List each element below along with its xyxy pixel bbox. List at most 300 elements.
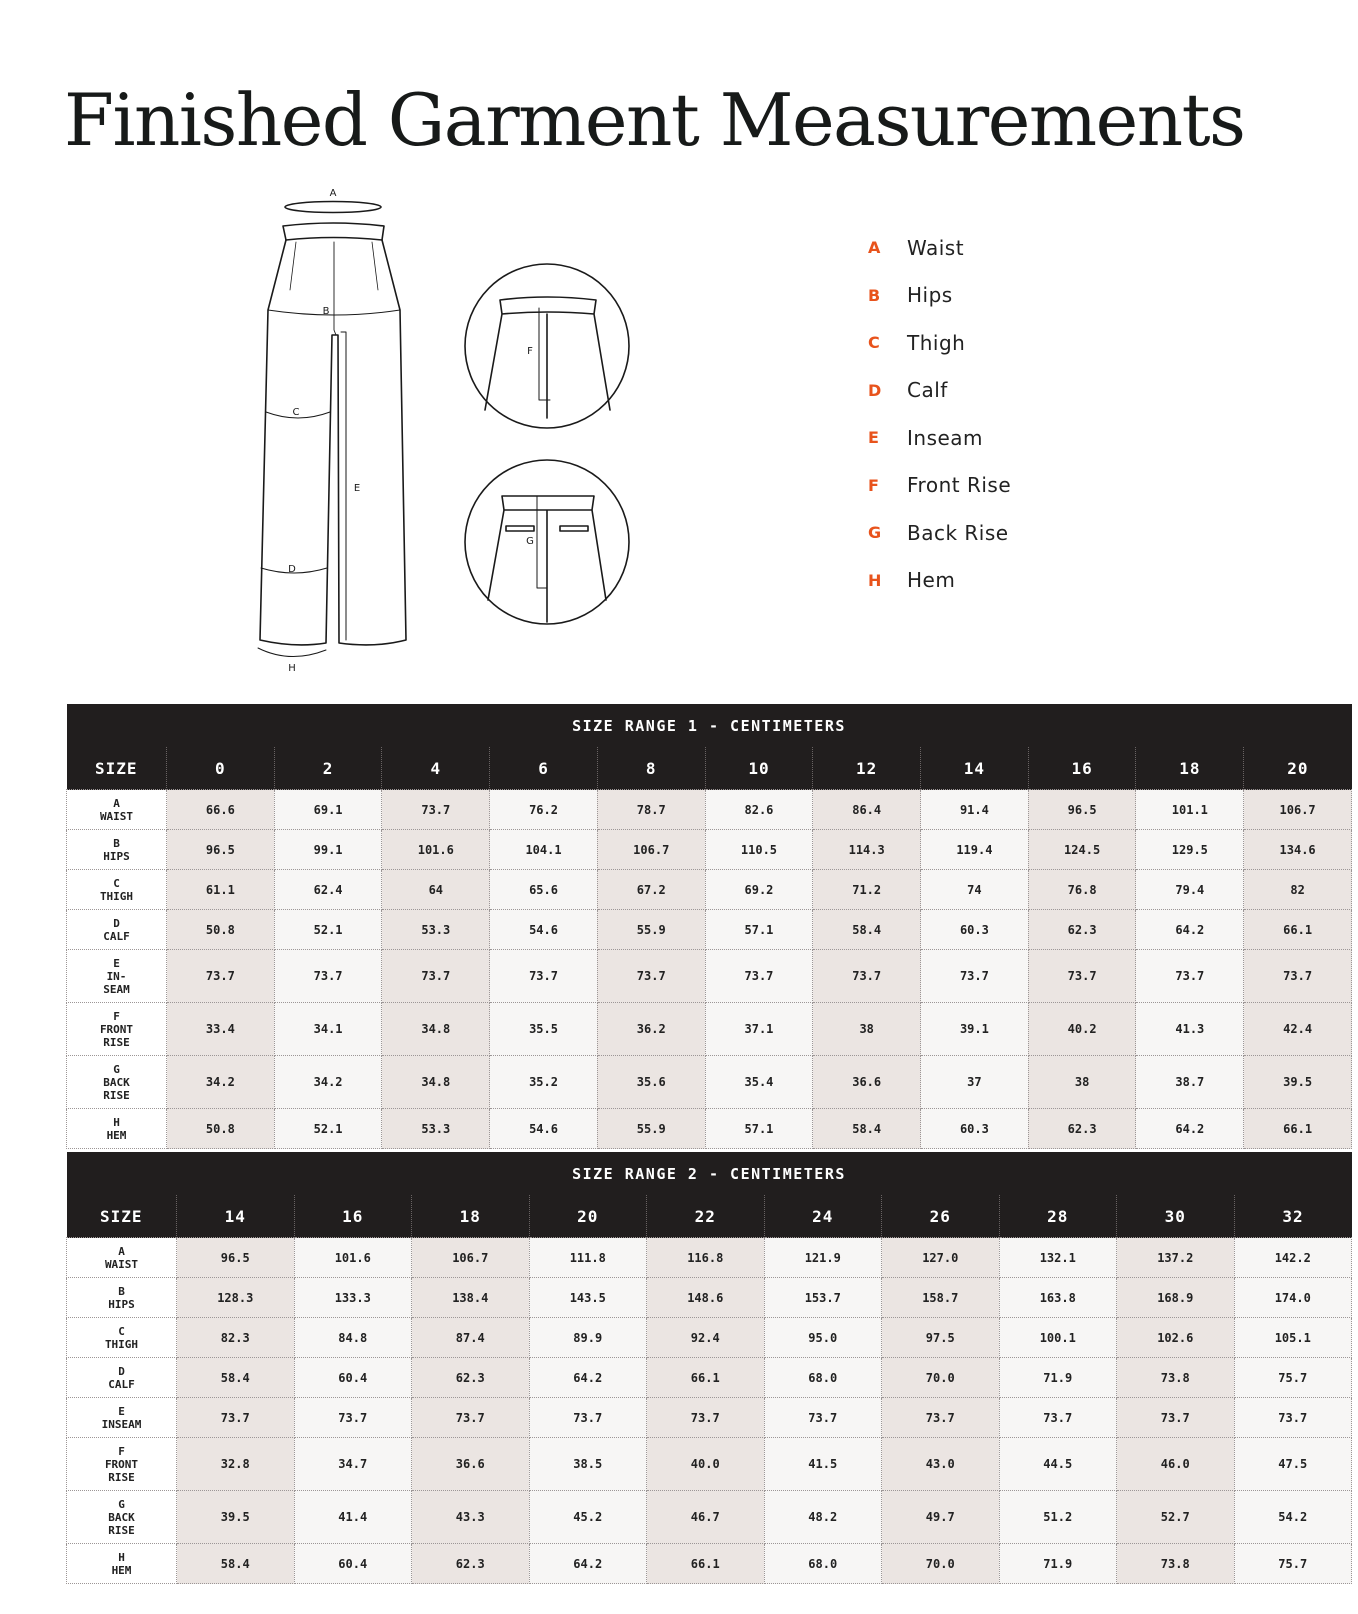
size-column-header: 18 bbox=[412, 1195, 530, 1238]
measurement-cell: 82 bbox=[1244, 870, 1352, 910]
table-row bbox=[67, 1358, 1352, 1398]
size-column-header: 20 bbox=[529, 1195, 647, 1238]
size-column-header: 32 bbox=[1234, 1195, 1352, 1238]
measurement-cell: 36.6 bbox=[412, 1438, 530, 1491]
row-label-line: G bbox=[118, 1497, 125, 1511]
row-label bbox=[67, 910, 167, 950]
measurement-cell: 54.2 bbox=[1234, 1491, 1352, 1544]
measurement-cell: 65.6 bbox=[490, 870, 598, 910]
measurement-cell: 57.1 bbox=[705, 910, 813, 950]
size-column-header: 6 bbox=[490, 747, 598, 790]
back-rise-detail-garment bbox=[488, 496, 606, 622]
measurement-cell: 64.2 bbox=[529, 1358, 647, 1398]
row-label bbox=[67, 1491, 177, 1544]
measurement-cell: 73.7 bbox=[597, 950, 705, 1003]
diagram-label-h: H bbox=[288, 663, 296, 674]
measurement-cell: 127.0 bbox=[882, 1238, 1000, 1278]
size-header: SIZE bbox=[67, 747, 167, 790]
measurement-cell: 121.9 bbox=[764, 1238, 882, 1278]
row-label bbox=[67, 1278, 177, 1318]
measurement-cell: 52.1 bbox=[274, 910, 382, 950]
measurement-cell: 82.6 bbox=[705, 790, 813, 830]
legend-label: Inseam bbox=[907, 425, 984, 450]
row-label-line: E bbox=[113, 956, 120, 970]
diagram-label-c: C bbox=[292, 407, 300, 418]
measurement-cell: 62.4 bbox=[274, 870, 382, 910]
measurement-cell: 73.7 bbox=[412, 1398, 530, 1438]
legend-item bbox=[868, 224, 1168, 272]
measurement-cell: 168.9 bbox=[1117, 1278, 1235, 1318]
row-label bbox=[67, 1544, 177, 1584]
legend-item bbox=[868, 557, 1168, 605]
measurement-cell: 132.1 bbox=[999, 1238, 1117, 1278]
measurement-cell: 34.7 bbox=[294, 1438, 412, 1491]
measurement-cell: 142.2 bbox=[1234, 1238, 1352, 1278]
table-row bbox=[67, 870, 1352, 910]
measurement-cell: 62.3 bbox=[412, 1544, 530, 1584]
table-row bbox=[67, 1003, 1352, 1056]
trouser-diagram bbox=[250, 180, 650, 690]
legend-label: Waist bbox=[907, 235, 965, 260]
measurement-cell: 35.5 bbox=[490, 1003, 598, 1056]
measurement-cell: 73.7 bbox=[1136, 950, 1244, 1003]
row-label-line: H bbox=[118, 1550, 125, 1564]
size-column-header: 22 bbox=[647, 1195, 765, 1238]
row-label bbox=[67, 1358, 177, 1398]
row-label-line: HIPS bbox=[108, 1297, 135, 1311]
measurement-cell: 66.1 bbox=[647, 1358, 765, 1398]
measurement-cell: 73.7 bbox=[382, 950, 490, 1003]
measurement-cell: 133.3 bbox=[294, 1278, 412, 1318]
measurement-cell: 174.0 bbox=[1234, 1278, 1352, 1318]
row-label-line: F bbox=[113, 1009, 120, 1023]
measurement-cell: 148.6 bbox=[647, 1278, 765, 1318]
row-label-line: INSEAM bbox=[101, 1417, 142, 1431]
measurement-cell: 84.8 bbox=[294, 1318, 412, 1358]
row-label-line: C bbox=[118, 1324, 125, 1338]
measurement-cell: 47.5 bbox=[1234, 1438, 1352, 1491]
row-label-line: FRONT bbox=[104, 1457, 139, 1471]
size-range-2-table bbox=[66, 1152, 1352, 1584]
measurement-cell: 44.5 bbox=[999, 1438, 1117, 1491]
measurement-cell: 105.1 bbox=[1234, 1318, 1352, 1358]
measurement-cell: 57.1 bbox=[705, 1109, 813, 1149]
measurement-cell: 70.0 bbox=[882, 1358, 1000, 1398]
measurement-cell: 68.0 bbox=[764, 1544, 882, 1584]
measurement-cell: 73.7 bbox=[1234, 1398, 1352, 1438]
legend-item bbox=[868, 367, 1168, 415]
measurement-cell: 106.7 bbox=[412, 1238, 530, 1278]
legend-label: Hem bbox=[907, 568, 956, 593]
row-label-line: THIGH bbox=[104, 1337, 139, 1351]
measurement-cell: 58.4 bbox=[813, 910, 921, 950]
measurement-cell: 38.5 bbox=[529, 1438, 647, 1491]
size-column-header: 10 bbox=[705, 747, 813, 790]
measurement-cell: 111.8 bbox=[529, 1238, 647, 1278]
size-column-header: 20 bbox=[1244, 747, 1352, 790]
measurement-cell: 64.2 bbox=[529, 1544, 647, 1584]
measurement-cell: 73.7 bbox=[882, 1398, 1000, 1438]
measurement-cell: 36.2 bbox=[597, 1003, 705, 1056]
row-label-line: B bbox=[118, 1284, 125, 1298]
measurement-cell: 50.8 bbox=[167, 1109, 275, 1149]
measurement-cell: 153.7 bbox=[764, 1278, 882, 1318]
measurement-cell: 58.4 bbox=[177, 1544, 295, 1584]
measurement-cell: 49.7 bbox=[882, 1491, 1000, 1544]
row-label-line: A bbox=[118, 1244, 125, 1258]
table-row bbox=[67, 1109, 1352, 1149]
measurement-cell: 69.1 bbox=[274, 790, 382, 830]
size-column-header: 16 bbox=[1028, 747, 1136, 790]
legend-item bbox=[868, 319, 1168, 367]
row-label-line: G bbox=[113, 1062, 120, 1076]
measurement-cell: 74 bbox=[921, 870, 1029, 910]
page-title: Finished Garment Measurements bbox=[64, 78, 1245, 162]
measurement-cell: 76.2 bbox=[490, 790, 598, 830]
measurement-cell: 38.7 bbox=[1136, 1056, 1244, 1109]
measurement-cell: 41.4 bbox=[294, 1491, 412, 1544]
measurement-cell: 60.4 bbox=[294, 1544, 412, 1584]
legend-letter: G bbox=[868, 523, 882, 543]
row-label-line: BACK bbox=[103, 1075, 130, 1089]
table-row bbox=[67, 1398, 1352, 1438]
measurement-cell: 66.1 bbox=[1244, 910, 1352, 950]
measurement-cell: 82.3 bbox=[177, 1318, 295, 1358]
measurement-cell: 71.9 bbox=[999, 1358, 1117, 1398]
legend-label: Hips bbox=[907, 283, 953, 308]
legend-letter: A bbox=[868, 238, 881, 258]
legend-label: Back Rise bbox=[907, 520, 1009, 545]
measurement-cell: 73.7 bbox=[1117, 1398, 1235, 1438]
legend-letter: E bbox=[868, 428, 879, 448]
table-row bbox=[67, 830, 1352, 870]
measurement-cell: 58.4 bbox=[813, 1109, 921, 1149]
measurement-cell: 39.5 bbox=[177, 1491, 295, 1544]
measurement-cell: 73.7 bbox=[167, 950, 275, 1003]
row-label-line: WAIST bbox=[104, 1257, 139, 1271]
row-label bbox=[67, 1398, 177, 1438]
measurement-cell: 124.5 bbox=[1028, 830, 1136, 870]
row-label-line: C bbox=[113, 876, 120, 890]
measurement-cell: 73.7 bbox=[813, 950, 921, 1003]
row-label-line: HIPS bbox=[103, 849, 130, 863]
row-label-line: WAIST bbox=[99, 809, 134, 823]
measurement-cell: 73.7 bbox=[382, 790, 490, 830]
measurement-cell: 110.5 bbox=[705, 830, 813, 870]
measurement-cell: 55.9 bbox=[597, 1109, 705, 1149]
table-row bbox=[67, 1544, 1352, 1584]
table-row bbox=[67, 1278, 1352, 1318]
size-column-header: 24 bbox=[764, 1195, 882, 1238]
row-label-line: RISE bbox=[108, 1470, 135, 1484]
measurement-cell: 38 bbox=[1028, 1056, 1136, 1109]
measurement-cell: 52.1 bbox=[274, 1109, 382, 1149]
measurement-cell: 41.3 bbox=[1136, 1003, 1244, 1056]
table-row bbox=[67, 1318, 1352, 1358]
row-label-line: D bbox=[113, 916, 120, 930]
legend-letter: H bbox=[868, 570, 882, 590]
measurement-cell: 97.5 bbox=[882, 1318, 1000, 1358]
legend-item bbox=[868, 462, 1168, 510]
measurement-cell: 46.7 bbox=[647, 1491, 765, 1544]
measurement-cell: 91.4 bbox=[921, 790, 1029, 830]
measurement-cell: 34.8 bbox=[382, 1056, 490, 1109]
measurement-cell: 95.0 bbox=[764, 1318, 882, 1358]
measurement-cell: 114.3 bbox=[813, 830, 921, 870]
legend-item bbox=[868, 272, 1168, 320]
inseam-measure-line bbox=[341, 332, 346, 640]
measurement-cell: 34.2 bbox=[274, 1056, 382, 1109]
measurement-cell: 60.3 bbox=[921, 910, 1029, 950]
legend-label: Thigh bbox=[907, 330, 966, 355]
measurement-cell: 163.8 bbox=[999, 1278, 1117, 1318]
measurement-cell: 73.7 bbox=[274, 950, 382, 1003]
row-label-line: F bbox=[118, 1444, 125, 1458]
measurement-cell: 34.1 bbox=[274, 1003, 382, 1056]
measurement-cell: 54.6 bbox=[490, 1109, 598, 1149]
row-label bbox=[67, 1238, 177, 1278]
table-row bbox=[67, 1056, 1352, 1109]
measurement-cell: 40.0 bbox=[647, 1438, 765, 1491]
measurement-cell: 69.2 bbox=[705, 870, 813, 910]
measurement-cell: 73.7 bbox=[1028, 950, 1136, 1003]
measurement-cell: 71.9 bbox=[999, 1544, 1117, 1584]
row-label-line: H bbox=[113, 1115, 120, 1129]
measurement-cell: 100.1 bbox=[999, 1318, 1117, 1358]
size-column-header: 28 bbox=[999, 1195, 1117, 1238]
measurement-cell: 134.6 bbox=[1244, 830, 1352, 870]
size-column-header: 4 bbox=[382, 747, 490, 790]
measurement-cell: 129.5 bbox=[1136, 830, 1244, 870]
row-label bbox=[67, 1109, 167, 1149]
measurement-cell: 73.8 bbox=[1117, 1544, 1235, 1584]
size-column-header: 14 bbox=[921, 747, 1029, 790]
size-column-header: 18 bbox=[1136, 747, 1244, 790]
hem-measure-arc bbox=[258, 648, 326, 657]
measurement-cell: 50.8 bbox=[167, 910, 275, 950]
measurement-cell: 33.4 bbox=[167, 1003, 275, 1056]
row-label-line: A bbox=[113, 796, 120, 810]
measurement-cell: 66.1 bbox=[647, 1544, 765, 1584]
measurement-legend bbox=[868, 224, 1168, 604]
measurement-cell: 104.1 bbox=[490, 830, 598, 870]
table-row bbox=[67, 790, 1352, 830]
size-column-header: 16 bbox=[294, 1195, 412, 1238]
measurement-cell: 64.2 bbox=[1136, 910, 1244, 950]
legend-item bbox=[868, 509, 1168, 557]
measurement-cell: 73.7 bbox=[705, 950, 813, 1003]
measurement-cell: 96.5 bbox=[177, 1238, 295, 1278]
measurement-cell: 41.5 bbox=[764, 1438, 882, 1491]
size-column-header: 8 bbox=[597, 747, 705, 790]
measurement-cell: 86.4 bbox=[813, 790, 921, 830]
row-label bbox=[67, 1056, 167, 1109]
legend-letter: D bbox=[868, 380, 882, 400]
row-label bbox=[67, 830, 167, 870]
measurement-cell: 96.5 bbox=[1028, 790, 1136, 830]
measurement-cell: 116.8 bbox=[647, 1238, 765, 1278]
row-label-line: D bbox=[118, 1364, 125, 1378]
trouser-outline bbox=[260, 240, 406, 645]
legend-letter: F bbox=[868, 475, 879, 495]
measurement-cell: 73.7 bbox=[177, 1398, 295, 1438]
row-label-line: E bbox=[118, 1404, 125, 1418]
measurement-cell: 58.4 bbox=[177, 1358, 295, 1398]
measurement-cell: 73.7 bbox=[764, 1398, 882, 1438]
measurement-cell: 102.6 bbox=[1117, 1318, 1235, 1358]
row-label bbox=[67, 950, 167, 1003]
measurement-cell: 52.7 bbox=[1117, 1491, 1235, 1544]
measurement-cell: 61.1 bbox=[167, 870, 275, 910]
size-column-header: 30 bbox=[1117, 1195, 1235, 1238]
measurement-cell: 76.8 bbox=[1028, 870, 1136, 910]
measurement-cell: 106.7 bbox=[597, 830, 705, 870]
measurement-cell: 34.2 bbox=[167, 1056, 275, 1109]
measurement-cell: 101.1 bbox=[1136, 790, 1244, 830]
legend-label: Front Rise bbox=[907, 473, 1012, 498]
measurement-cell: 43.3 bbox=[412, 1491, 530, 1544]
diagram-label-g: G bbox=[526, 536, 534, 547]
measurement-cell: 73.7 bbox=[490, 950, 598, 1003]
measurement-cell: 75.7 bbox=[1234, 1544, 1352, 1584]
measurement-cell: 78.7 bbox=[597, 790, 705, 830]
row-label-line: CALF bbox=[108, 1377, 135, 1391]
waist-measure-ellipse bbox=[285, 202, 381, 213]
table-row bbox=[67, 1491, 1352, 1544]
legend-letter: C bbox=[868, 333, 880, 353]
size-column-header: 12 bbox=[813, 747, 921, 790]
measurement-cell: 119.4 bbox=[921, 830, 1029, 870]
diagram-label-e: E bbox=[353, 483, 361, 494]
measurement-cell: 137.2 bbox=[1117, 1238, 1235, 1278]
measurement-cell: 35.2 bbox=[490, 1056, 598, 1109]
measurement-cell: 68.0 bbox=[764, 1358, 882, 1398]
row-label-line: B bbox=[113, 836, 120, 850]
measurement-cell: 73.7 bbox=[529, 1398, 647, 1438]
table-row bbox=[67, 1438, 1352, 1491]
diagram-label-b: B bbox=[322, 306, 330, 317]
diagram-label-f: F bbox=[527, 346, 533, 357]
row-label-line: FRONT bbox=[99, 1022, 134, 1036]
row-label-line: RISE bbox=[103, 1035, 130, 1049]
measurement-cell: 53.3 bbox=[382, 1109, 490, 1149]
legend-item bbox=[868, 414, 1168, 462]
measurement-cell: 128.3 bbox=[177, 1278, 295, 1318]
diagram-label-d: D bbox=[288, 564, 296, 575]
size-column-header: 14 bbox=[177, 1195, 295, 1238]
size-column-header: 0 bbox=[167, 747, 275, 790]
measurement-cell: 40.2 bbox=[1028, 1003, 1136, 1056]
measurement-cell: 53.3 bbox=[382, 910, 490, 950]
measurement-cell: 158.7 bbox=[882, 1278, 1000, 1318]
measurement-cell: 87.4 bbox=[412, 1318, 530, 1358]
measurement-cell: 60.4 bbox=[294, 1358, 412, 1398]
row-label-line: IN- bbox=[106, 969, 127, 983]
measurement-cell: 66.1 bbox=[1244, 1109, 1352, 1149]
size-column-header: 26 bbox=[882, 1195, 1000, 1238]
row-label-line: HEM bbox=[111, 1563, 132, 1577]
measurement-cell: 37 bbox=[921, 1056, 1029, 1109]
measurement-cell: 64 bbox=[382, 870, 490, 910]
measurement-cell: 64.2 bbox=[1136, 1109, 1244, 1149]
row-label bbox=[67, 1003, 167, 1056]
measurement-cell: 45.2 bbox=[529, 1491, 647, 1544]
table-row bbox=[67, 910, 1352, 950]
measurement-cell: 101.6 bbox=[382, 830, 490, 870]
measurement-cell: 39.1 bbox=[921, 1003, 1029, 1056]
measurement-cell: 73.7 bbox=[294, 1398, 412, 1438]
measurement-cell: 48.2 bbox=[764, 1491, 882, 1544]
measurement-cell: 62.3 bbox=[412, 1358, 530, 1398]
row-label-line: CALF bbox=[103, 929, 130, 943]
row-label-line: HEM bbox=[106, 1128, 127, 1142]
measurement-cell: 37.1 bbox=[705, 1003, 813, 1056]
measurement-cell: 38 bbox=[813, 1003, 921, 1056]
measurement-cell: 73.7 bbox=[1244, 950, 1352, 1003]
front-rise-arrow bbox=[539, 308, 550, 400]
size-column-header: 2 bbox=[274, 747, 382, 790]
measurement-cell: 42.4 bbox=[1244, 1003, 1352, 1056]
legend-letter: B bbox=[868, 285, 881, 305]
row-label-line: SEAM bbox=[103, 982, 130, 996]
measurement-cell: 35.6 bbox=[597, 1056, 705, 1109]
measurement-cell: 101.6 bbox=[294, 1238, 412, 1278]
legend-label: Calf bbox=[907, 378, 948, 403]
measurement-cell: 73.7 bbox=[921, 950, 1029, 1003]
measurement-cell: 73.7 bbox=[647, 1398, 765, 1438]
size-range-1-table bbox=[66, 704, 1352, 1149]
measurement-cell: 92.4 bbox=[647, 1318, 765, 1358]
measurement-cell: 75.7 bbox=[1234, 1358, 1352, 1398]
measurement-cell: 43.0 bbox=[882, 1438, 1000, 1491]
trouser-fly-seam bbox=[334, 242, 336, 335]
measurement-cell: 138.4 bbox=[412, 1278, 530, 1318]
table-row bbox=[67, 1238, 1352, 1278]
row-label-line: BACK bbox=[108, 1510, 135, 1524]
measurement-cell: 73.7 bbox=[999, 1398, 1117, 1438]
measurement-cell: 143.5 bbox=[529, 1278, 647, 1318]
table-row bbox=[67, 950, 1352, 1003]
measurement-cell: 32.8 bbox=[177, 1438, 295, 1491]
row-label bbox=[67, 790, 167, 830]
measurement-cell: 36.6 bbox=[813, 1056, 921, 1109]
row-label-line: RISE bbox=[103, 1088, 130, 1102]
measurement-cell: 96.5 bbox=[167, 830, 275, 870]
measurement-cell: 35.4 bbox=[705, 1056, 813, 1109]
measurement-cell: 54.6 bbox=[490, 910, 598, 950]
measurement-cell: 79.4 bbox=[1136, 870, 1244, 910]
measurement-cell: 51.2 bbox=[999, 1491, 1117, 1544]
diagram-label-a: A bbox=[329, 188, 337, 199]
measurement-cell: 62.3 bbox=[1028, 910, 1136, 950]
measurement-cell: 71.2 bbox=[813, 870, 921, 910]
row-label bbox=[67, 870, 167, 910]
table-caption: SIZE RANGE 2 - CENTIMETERS bbox=[67, 1152, 1352, 1195]
measurement-cell: 106.7 bbox=[1244, 790, 1352, 830]
measurement-cell: 67.2 bbox=[597, 870, 705, 910]
size-header: SIZE bbox=[67, 1195, 177, 1238]
row-label-line: THIGH bbox=[99, 889, 134, 903]
measurement-cell: 62.3 bbox=[1028, 1109, 1136, 1149]
measurement-cell: 55.9 bbox=[597, 910, 705, 950]
measurement-cell: 60.3 bbox=[921, 1109, 1029, 1149]
measurement-cell: 34.8 bbox=[382, 1003, 490, 1056]
row-label-line: RISE bbox=[108, 1523, 135, 1537]
table-caption: SIZE RANGE 1 - CENTIMETERS bbox=[67, 704, 1352, 747]
row-label bbox=[67, 1318, 177, 1358]
measurement-cell: 66.6 bbox=[167, 790, 275, 830]
measurement-cell: 99.1 bbox=[274, 830, 382, 870]
